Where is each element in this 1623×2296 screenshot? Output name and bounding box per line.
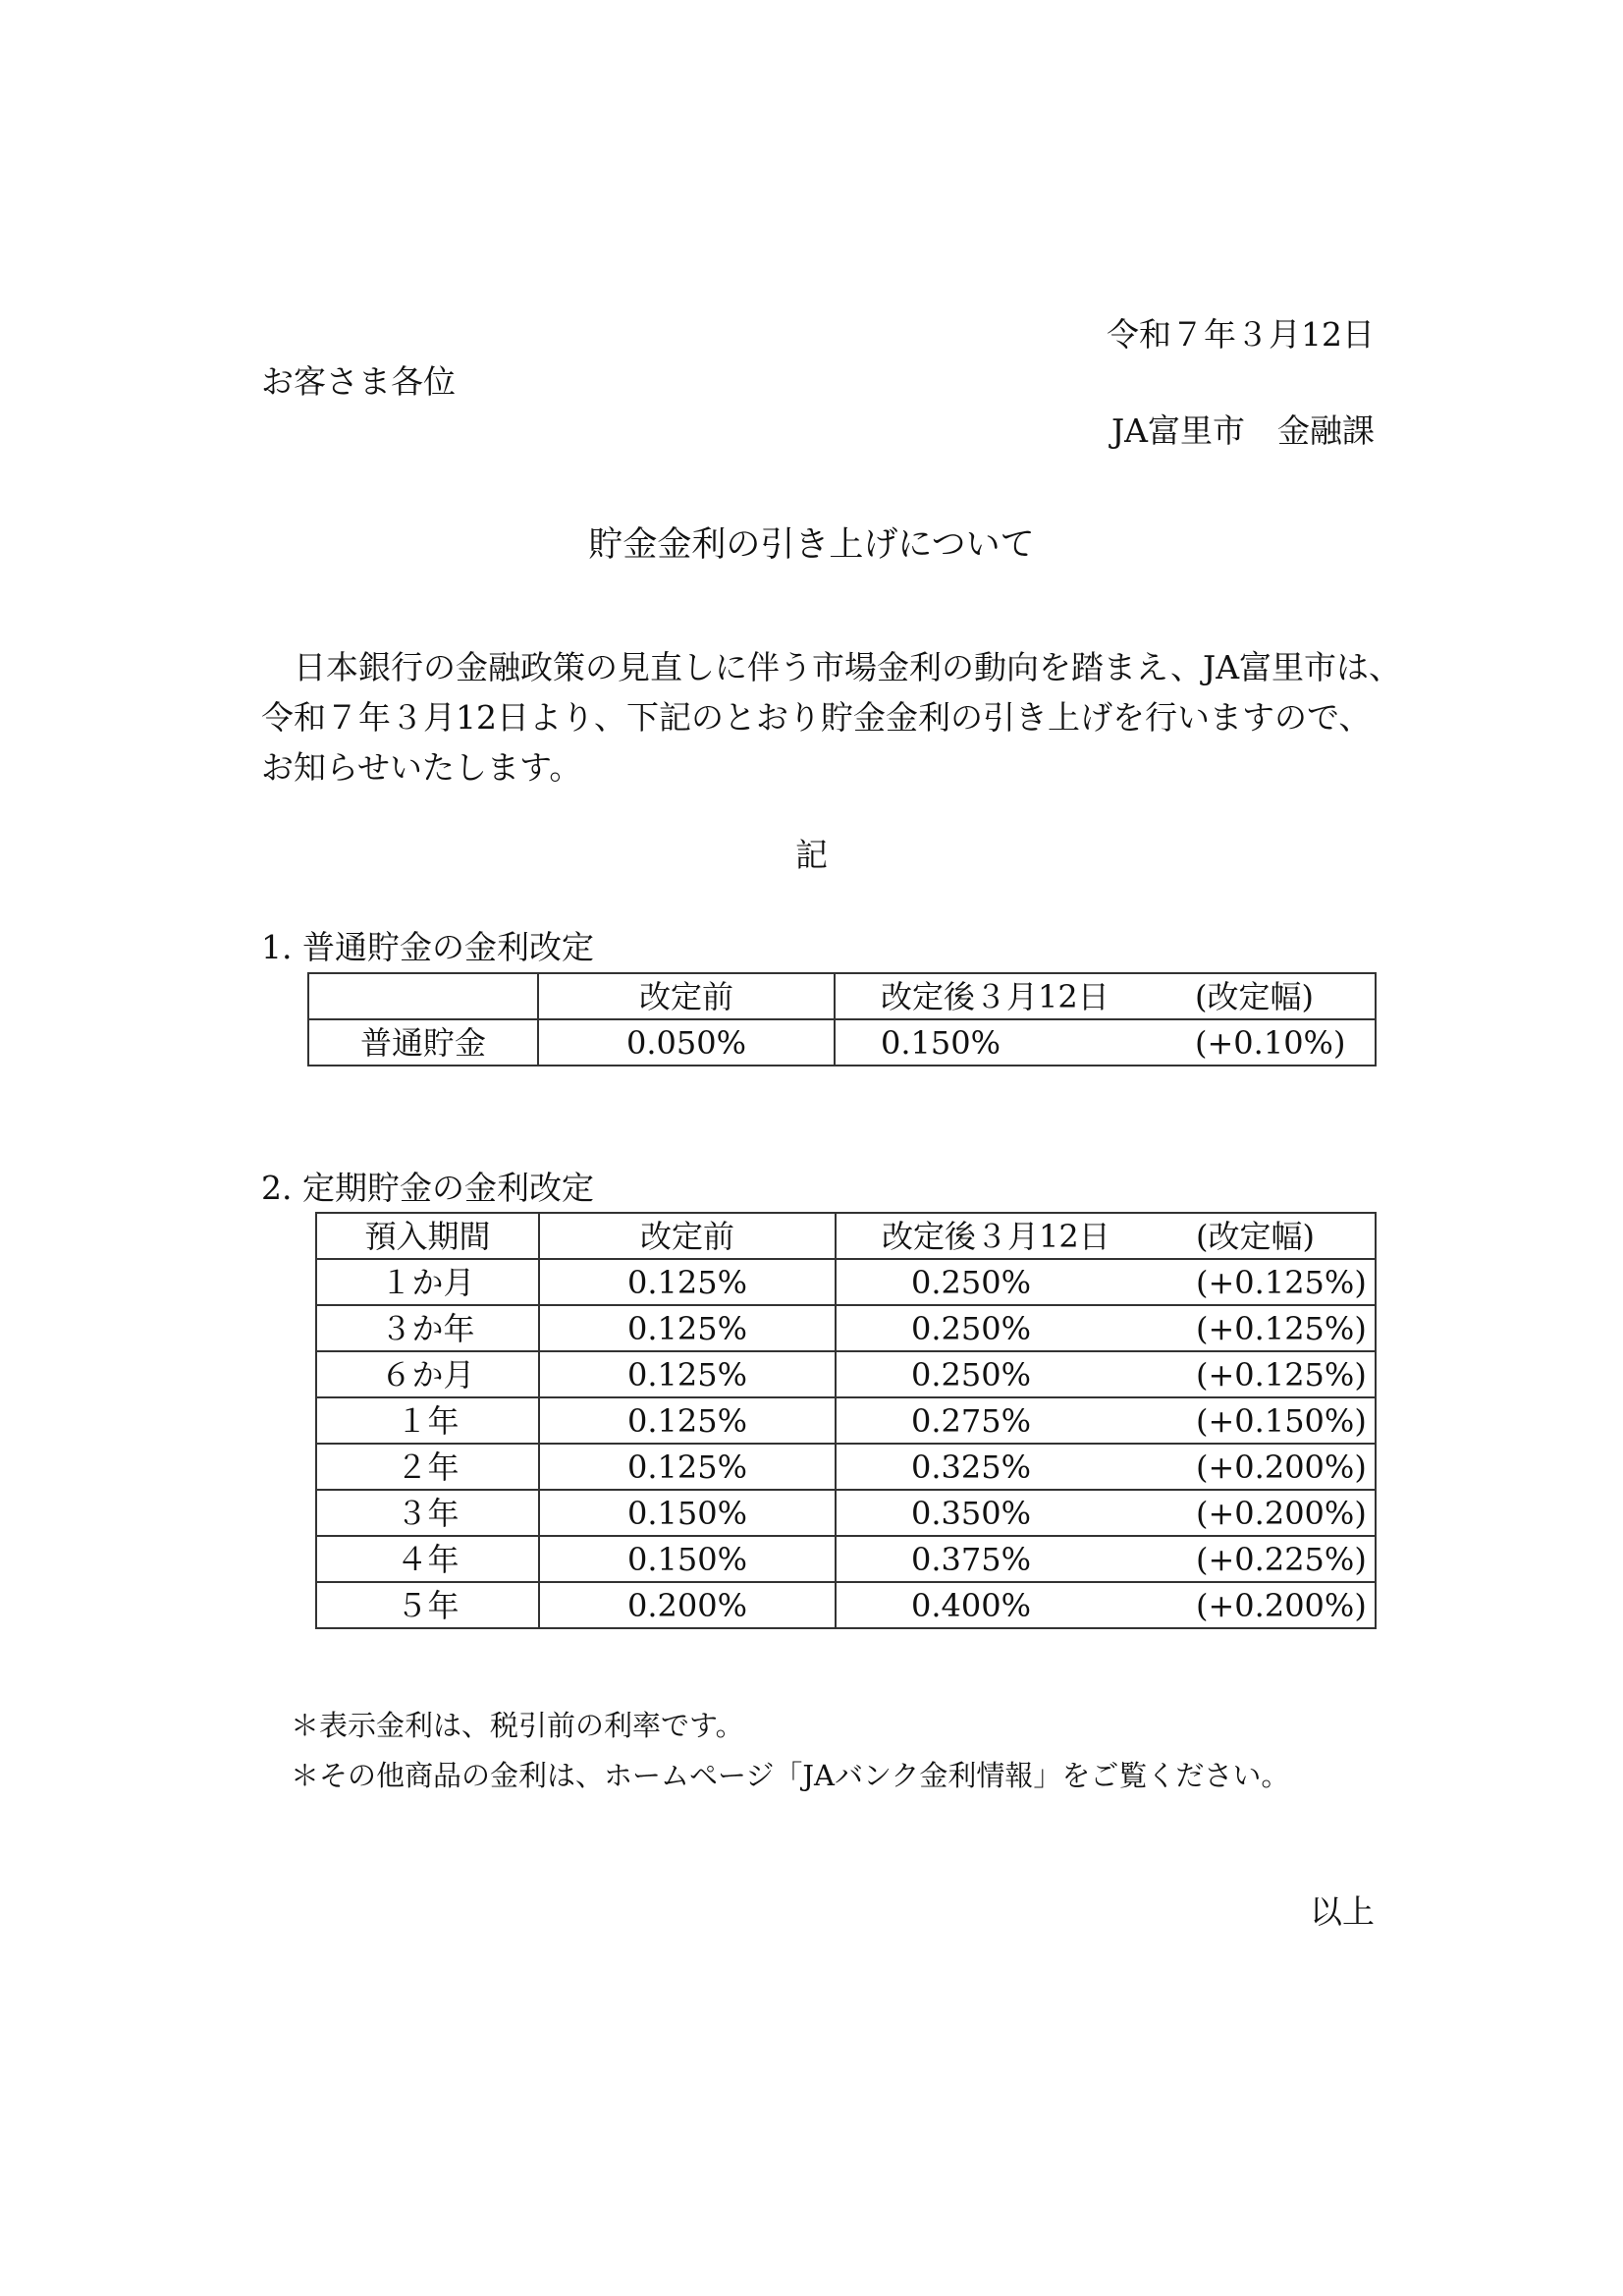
table-header-row xyxy=(316,1213,1376,1259)
row-before: 0.200% xyxy=(539,1582,836,1628)
row-before: 0.125% xyxy=(539,1397,836,1444)
row-label: ２年 xyxy=(316,1444,539,1490)
row-after-cell xyxy=(836,1305,1376,1351)
row-after: 0.375% xyxy=(911,1540,1032,1578)
row-before: 0.125% xyxy=(539,1444,836,1490)
row-before: 0.050% xyxy=(538,1019,835,1066)
table-row xyxy=(316,1490,1376,1536)
row-change: (+0.200%) xyxy=(1196,1586,1367,1624)
row-after-cell xyxy=(836,1582,1376,1628)
row-after-cell xyxy=(836,1397,1376,1444)
row-label: ３か年 xyxy=(316,1305,539,1351)
row-before: 0.125% xyxy=(539,1351,836,1397)
row-change: (+0.125%) xyxy=(1196,1309,1367,1347)
row-after-cell xyxy=(836,1351,1376,1397)
header-after-cell xyxy=(836,1213,1376,1259)
row-after: 0.325% xyxy=(911,1448,1032,1486)
row-after: 0.250% xyxy=(911,1263,1032,1301)
row-after-cell xyxy=(836,1444,1376,1490)
row-before: 0.125% xyxy=(539,1305,836,1351)
table-row xyxy=(308,1019,1376,1066)
row-after-cell xyxy=(836,1259,1376,1305)
row-change: (+0.10%) xyxy=(1195,1023,1346,1062)
footnotes xyxy=(291,1701,1289,1801)
row-after-cell xyxy=(836,1536,1376,1582)
table-row xyxy=(316,1397,1376,1444)
row-change: (+0.200%) xyxy=(1196,1448,1367,1486)
header-after-cell xyxy=(835,973,1376,1019)
document-title: 貯金金利の引き上げについて xyxy=(588,525,1035,565)
row-after: 0.250% xyxy=(911,1309,1032,1347)
header-label-cell: 預入期間 xyxy=(316,1213,539,1259)
table-row xyxy=(316,1259,1376,1305)
row-after-cell xyxy=(836,1490,1376,1536)
ki-marker: 記 xyxy=(795,836,828,874)
row-after: 0.350% xyxy=(911,1494,1032,1532)
row-after: 0.400% xyxy=(911,1586,1032,1624)
footnote: ＊その他商品の金利は、ホームページ「JAバンク金利情報」をご覧ください。 xyxy=(291,1759,1290,1792)
time-deposit-rate-table xyxy=(315,1212,1377,1629)
table-header-row xyxy=(308,973,1376,1019)
row-label: １年 xyxy=(316,1397,539,1444)
row-after: 0.250% xyxy=(911,1355,1032,1394)
header-after-text: 改定後３月12日 xyxy=(882,1217,1110,1255)
header-label-cell xyxy=(308,973,538,1019)
body-line: お知らせいたします。 xyxy=(261,748,582,787)
body-line: 日本銀行の金融政策の見直しに伴う市場金利の動向を踏まえ、JA富里市は、 xyxy=(294,648,1402,686)
section1-heading: 1. 普通貯金の金利改定 xyxy=(261,928,594,966)
row-label: 普通貯金 xyxy=(308,1019,538,1066)
document-date: 令和７年３月12日 xyxy=(1107,315,1375,354)
row-label: ６か月 xyxy=(316,1351,539,1397)
recipient: お客さま各位 xyxy=(261,362,456,401)
ordinary-savings-rate-table xyxy=(307,972,1377,1066)
body-paragraph xyxy=(261,642,1402,793)
section2-heading: 2. 定期貯金の金利改定 xyxy=(261,1169,594,1207)
header-after-text: 改定後３月12日 xyxy=(881,977,1109,1015)
table-row xyxy=(316,1582,1376,1628)
header-before-cell: 改定前 xyxy=(538,973,835,1019)
body-line: 令和７年３月12日より、下記のとおり貯金金利の引き上げを行いますので、 xyxy=(261,698,1372,737)
table-row xyxy=(316,1444,1376,1490)
row-before: 0.150% xyxy=(539,1490,836,1536)
table-row xyxy=(316,1305,1376,1351)
row-label: ５年 xyxy=(316,1582,539,1628)
header-before-cell: 改定前 xyxy=(539,1213,836,1259)
row-change: (+0.125%) xyxy=(1196,1263,1367,1301)
row-before: 0.125% xyxy=(539,1259,836,1305)
header-change-text: (改定幅) xyxy=(1196,1217,1315,1255)
row-label: ４年 xyxy=(316,1536,539,1582)
row-change: (+0.125%) xyxy=(1196,1355,1367,1394)
header-change-text: (改定幅) xyxy=(1195,977,1314,1015)
closing-mark: 以上 xyxy=(1310,1892,1375,1931)
row-after: 0.275% xyxy=(911,1401,1032,1440)
row-change: (+0.200%) xyxy=(1196,1494,1367,1532)
row-label: ３年 xyxy=(316,1490,539,1536)
sender: JA富里市 金融課 xyxy=(1110,411,1375,450)
row-before: 0.150% xyxy=(539,1536,836,1582)
row-after: 0.150% xyxy=(881,1023,1001,1062)
row-after-cell xyxy=(835,1019,1376,1066)
table-row xyxy=(316,1536,1376,1582)
table-row xyxy=(316,1351,1376,1397)
row-change: (+0.150%) xyxy=(1196,1401,1367,1440)
footnote: ＊表示金利は、税引前の利率です。 xyxy=(291,1709,744,1742)
row-change: (+0.225%) xyxy=(1196,1540,1367,1578)
row-label: １か月 xyxy=(316,1259,539,1305)
